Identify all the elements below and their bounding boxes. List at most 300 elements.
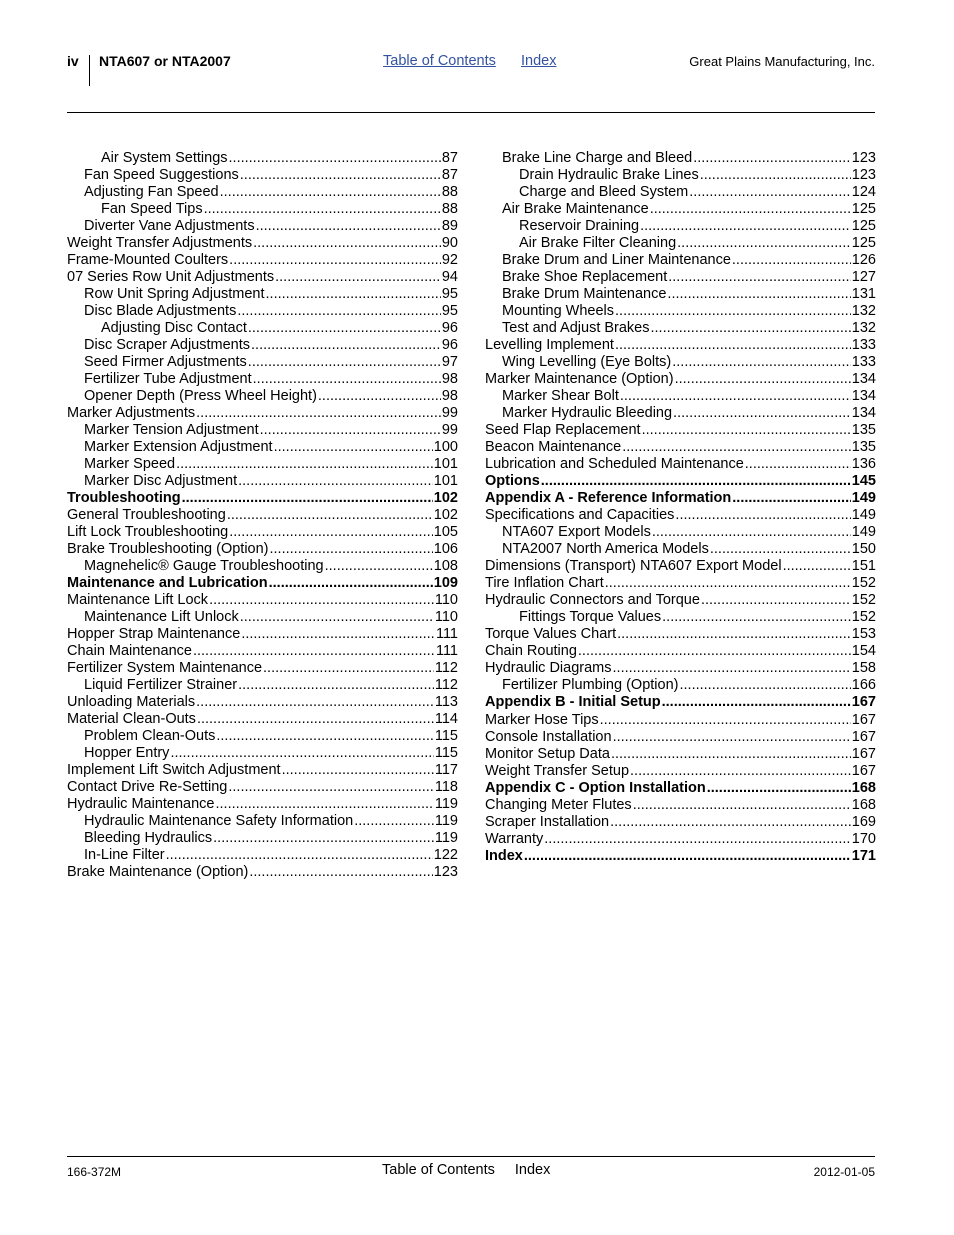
toc-entry[interactable]: [485, 235, 876, 252]
toc-dot-leader: [617, 626, 851, 643]
toc-dot-leader: [613, 729, 851, 746]
toc-dot-leader: [216, 728, 434, 745]
toc-dot-leader: [689, 184, 851, 201]
toc-entry-title: Marker Maintenance (Option): [485, 371, 674, 387]
toc-dot-leader: [650, 201, 851, 218]
toc-dot-leader: [710, 541, 851, 558]
toc-entry[interactable]: [67, 592, 458, 609]
toc-entry-title: Appendix C - Option Installation: [485, 779, 706, 796]
toc-entry[interactable]: [485, 184, 876, 201]
toc-entry[interactable]: [67, 745, 458, 762]
toc-entry-title: Chain Maintenance: [67, 643, 192, 660]
toc-entry[interactable]: [67, 235, 458, 252]
toc-entry-page: 149: [851, 524, 876, 541]
document-number: 166-372M: [67, 1165, 122, 1179]
toc-entry-title: Wing Levelling (Eye Bolts): [502, 354, 672, 370]
toc-entry[interactable]: [67, 507, 458, 524]
toc-entry-page: 101: [433, 456, 458, 472]
toc-entry[interactable]: [67, 252, 458, 269]
toc-dot-leader: [193, 643, 435, 660]
toc-entry-page: 167: [851, 694, 876, 711]
toc-entry-title: Marker Tension Adjustment: [84, 422, 259, 438]
toc-entry-page: 100: [433, 439, 458, 455]
toc-entry-page: 167: [851, 745, 876, 762]
toc-entry-page: 126: [851, 252, 876, 268]
toc-entry[interactable]: [67, 643, 458, 660]
toc-dot-leader: [216, 796, 434, 813]
toc-entry-title: Charge and Bleed System: [519, 184, 689, 200]
toc-entry[interactable]: [67, 728, 458, 745]
toc-entry-title: Material Clean-Outs: [67, 711, 196, 728]
toc-entry-page: 109: [433, 575, 458, 592]
toc-entry-title: Dimensions (Transport) NTA607 Export Model: [485, 558, 782, 575]
toc-entry[interactable]: [485, 201, 876, 218]
toc-entry-title: 07 Series Row Unit Adjustments: [67, 269, 275, 285]
toc-entry-title: Seed Firmer Adjustments: [84, 354, 247, 370]
toc-entry-page: 94: [441, 269, 458, 285]
toc-entry-title: Disc Scraper Adjustments: [84, 337, 251, 353]
toc-dot-leader: [275, 269, 441, 286]
toc-entry-title: Disc Blade Adjustments: [84, 303, 237, 319]
toc-entry-page: 106: [433, 541, 458, 558]
toc-dot-leader: [613, 660, 851, 677]
toc-dot-leader: [633, 797, 851, 814]
toc-entry-page: 123: [851, 150, 876, 166]
toc-dot-leader: [229, 150, 441, 167]
toc-dot-leader: [524, 848, 851, 865]
toc-entry-page: 134: [851, 405, 876, 421]
toc-entry[interactable]: [485, 269, 876, 286]
toc-entry-page: 88: [441, 201, 458, 217]
toc-entry-page: 152: [851, 609, 876, 626]
toc-dot-leader: [166, 847, 433, 864]
toc-entry-title: Unloading Materials: [67, 694, 196, 711]
toc-entry[interactable]: [67, 711, 458, 728]
toc-dot-leader: [204, 201, 441, 218]
toc-entry-page: 153: [851, 626, 876, 643]
toc-entry[interactable]: [485, 167, 876, 184]
toc-dot-leader: [354, 813, 434, 830]
toc-entry[interactable]: [485, 541, 876, 558]
toc-dot-leader: [270, 541, 433, 558]
toc-entry[interactable]: [67, 286, 458, 303]
toc-entry[interactable]: [485, 439, 876, 456]
toc-dot-leader: [196, 694, 434, 711]
toc-entry[interactable]: [485, 848, 876, 865]
toc-entry-page: 88: [441, 184, 458, 200]
toc-dot-leader: [707, 780, 851, 797]
toc-entry-page: 145: [851, 473, 876, 489]
toc-entry-title: Implement Lift Switch Adjustment: [67, 762, 281, 779]
toc-entry-title: Hydraulic Connectors and Torque: [485, 592, 700, 609]
toc-entry[interactable]: [67, 269, 458, 286]
toc-entry-page: 110: [434, 592, 458, 609]
toc-entry-page: 168: [851, 779, 876, 796]
toc-entry-title: Problem Clean-Outs: [84, 728, 216, 745]
toc-dot-leader: [249, 864, 432, 881]
toc-entry-page: 152: [851, 575, 876, 592]
toc-entry[interactable]: [485, 660, 876, 677]
toc-entry-page: 136: [851, 456, 876, 472]
toc-entry-title: In-Line Filter: [84, 847, 165, 864]
toc-entry-title: Fan Speed Tips: [101, 201, 203, 217]
toc-entry-title: Fertilizer Tube Adjustment: [84, 371, 252, 387]
toc-column-right: [485, 150, 876, 865]
toc-dot-leader: [615, 303, 851, 320]
toc-entry[interactable]: [485, 746, 876, 763]
toc-entry-page: 154: [851, 643, 876, 660]
toc-dot-leader: [274, 439, 433, 456]
toc-dot-leader: [544, 831, 851, 848]
toc-entry-title: Brake Troubleshooting (Option): [67, 541, 269, 558]
toc-entry-title: Seed Flap Replacement: [485, 422, 641, 438]
toc-entry-page: 171: [851, 847, 876, 864]
toc-dot-leader: [263, 660, 434, 677]
toc-entry[interactable]: [67, 660, 458, 677]
toc-entry-title: Frame-Mounted Coulters: [67, 252, 229, 268]
toc-entry[interactable]: [67, 626, 458, 643]
toc-dot-leader: [248, 320, 441, 337]
toc-entry-page: 167: [851, 728, 876, 745]
toc-entry[interactable]: [67, 422, 458, 439]
toc-entry[interactable]: [485, 592, 876, 609]
toc-entry-page: 99: [441, 422, 458, 438]
toc-dot-leader: [693, 150, 851, 167]
toc-entry-page: 125: [851, 218, 876, 234]
toc-entry-title: Adjusting Fan Speed: [84, 184, 219, 200]
toc-dot-leader: [662, 609, 851, 626]
toc-entry-title: Hydraulic Maintenance Safety Information: [84, 813, 354, 830]
toc-entry-page: 123: [851, 167, 876, 183]
toc-entry[interactable]: [485, 763, 876, 780]
header-index-link[interactable]: Index: [521, 53, 557, 69]
toc-entry-page: 110: [434, 609, 458, 626]
toc-entry[interactable]: [485, 422, 876, 439]
toc-entry[interactable]: [67, 167, 458, 184]
toc-entry-page: 127: [851, 269, 876, 285]
toc-entry-title: Brake Drum and Liner Maintenance: [502, 252, 731, 268]
toc-entry[interactable]: [67, 201, 458, 218]
toc-entry-title: Console Installation: [485, 728, 612, 745]
toc-entry-page: 170: [851, 830, 876, 847]
toc-entry[interactable]: [67, 796, 458, 813]
toc-entry-title: Brake Drum Maintenance: [502, 286, 667, 302]
toc-dot-leader: [541, 473, 851, 490]
toc-dot-leader: [176, 456, 433, 473]
toc-entry[interactable]: [485, 677, 876, 694]
toc-entry[interactable]: [67, 779, 458, 796]
toc-dot-leader: [700, 167, 851, 184]
toc-entry-title: Contact Drive Re-Setting: [67, 779, 228, 796]
toc-entry[interactable]: [485, 150, 876, 167]
toc-dot-leader: [241, 626, 435, 643]
toc-dot-leader: [732, 490, 851, 507]
toc-entry[interactable]: [485, 371, 876, 388]
toc-entry-page: 133: [851, 337, 876, 353]
toc-entry[interactable]: [485, 694, 876, 711]
toc-entry-title: Air Brake Filter Cleaning: [519, 235, 677, 251]
toc-entry[interactable]: [67, 864, 458, 881]
toc-entry-title: Diverter Vane Adjustments: [84, 218, 255, 234]
toc-entry-page: 131: [851, 286, 876, 302]
toc-entry-title: Fertilizer Plumbing (Option): [502, 677, 679, 694]
toc-entry[interactable]: [67, 677, 458, 694]
toc-entry[interactable]: [485, 473, 876, 490]
toc-entry-page: 102: [433, 507, 458, 524]
header-rule: [67, 112, 875, 113]
toc-dot-leader: [209, 592, 434, 609]
toc-entry-page: 133: [851, 354, 876, 370]
toc-entry-title: Marker Speed: [84, 456, 176, 472]
toc-entry[interactable]: [485, 320, 876, 337]
toc-entry-page: 124: [851, 184, 876, 200]
toc-entry-page: 123: [433, 864, 458, 881]
toc-dot-leader: [578, 643, 851, 660]
toc-entry-page: 134: [851, 388, 876, 404]
toc-dot-leader: [651, 320, 851, 337]
toc-entry-page: 111: [435, 626, 458, 643]
toc-entry[interactable]: [67, 762, 458, 779]
toc-entry[interactable]: [67, 847, 458, 864]
toc-entry[interactable]: [485, 405, 876, 422]
toc-entry-page: 96: [441, 320, 458, 336]
toc-entry-title: Liquid Fertilizer Strainer: [84, 677, 238, 694]
toc-entry-page: 119: [434, 813, 458, 830]
toc-entry[interactable]: [485, 831, 876, 848]
toc-entry[interactable]: [67, 490, 458, 507]
toc-entry[interactable]: [485, 729, 876, 746]
toc-entry[interactable]: [485, 456, 876, 473]
toc-entry-page: 132: [851, 320, 876, 336]
toc-entry-page: 152: [851, 592, 876, 609]
toc-entry-page: 98: [441, 371, 458, 387]
toc-entry-title: Tire Inflation Chart: [485, 575, 604, 592]
toc-dot-leader: [675, 507, 850, 524]
toc-entry-page: 151: [851, 558, 876, 575]
toc-entry-page: 117: [434, 762, 458, 779]
toc-entry-page: 87: [441, 167, 458, 183]
toc-entry-title: Appendix B - Initial Setup: [485, 694, 661, 711]
toc-dot-leader: [240, 609, 434, 626]
toc-entry[interactable]: [485, 609, 876, 626]
toc-dot-leader: [238, 677, 434, 694]
toc-dot-leader: [672, 354, 851, 371]
toc-entry[interactable]: [67, 575, 458, 592]
toc-entry-title: Levelling Implement: [485, 337, 614, 353]
page-header: [0, 0, 954, 114]
toc-dot-leader: [260, 422, 441, 439]
toc-entry-page: 132: [851, 303, 876, 319]
toc-entry[interactable]: [67, 371, 458, 388]
toc-entry[interactable]: [67, 473, 458, 490]
document-title: NTA607 or NTA2007: [99, 53, 231, 69]
toc-entry-page: 158: [851, 660, 876, 677]
footer-index-link[interactable]: Index: [514, 1162, 551, 1178]
toc-dot-leader: [615, 337, 851, 354]
toc-entry-title: Adjusting Disc Contact: [101, 320, 247, 336]
toc-entry[interactable]: [67, 150, 458, 167]
toc-entry-page: 115: [434, 745, 458, 762]
toc-dot-leader: [701, 592, 851, 609]
toc-entry[interactable]: [67, 184, 458, 201]
toc-entry-title: Opener Depth (Press Wheel Height): [84, 388, 317, 404]
toc-entry-page: 114: [434, 711, 458, 728]
toc-entry-title: Reservoir Draining: [519, 218, 640, 234]
toc-dot-leader: [325, 558, 433, 575]
toc-dot-leader: [679, 677, 850, 694]
toc-entry-page: 150: [851, 541, 876, 558]
toc-entry-title: Marker Disc Adjustment: [84, 473, 238, 489]
toc-entry[interactable]: [67, 558, 458, 575]
toc-entry-title: Options: [485, 473, 540, 489]
toc-entry-page: 95: [441, 303, 458, 319]
toc-entry-page: 119: [434, 830, 458, 847]
toc-entry[interactable]: [485, 626, 876, 643]
toc-dot-leader: [622, 439, 851, 456]
toc-entry[interactable]: [67, 354, 458, 371]
toc-dot-leader: [228, 779, 434, 796]
toc-entry[interactable]: [67, 813, 458, 830]
toc-dot-leader: [675, 371, 851, 388]
toc-entry-title: Monitor Setup Data: [485, 745, 610, 762]
toc-entry-title: Air System Settings: [101, 150, 228, 166]
toc-dot-leader: [256, 218, 441, 235]
toc-entry[interactable]: [485, 712, 876, 729]
toc-entry-page: 168: [851, 796, 876, 813]
toc-entry[interactable]: [485, 558, 876, 575]
toc-entry[interactable]: [67, 541, 458, 558]
toc-dot-leader: [229, 524, 433, 541]
toc-entry-title: Brake Maintenance (Option): [67, 864, 249, 881]
toc-entry-title: NTA607 Export Models: [502, 524, 651, 541]
toc-dot-leader: [605, 575, 851, 592]
toc-entry[interactable]: [485, 354, 876, 371]
toc-entry-page: 95: [441, 286, 458, 302]
toc-entry[interactable]: [67, 405, 458, 422]
toc-entry-title: Changing Meter Flutes: [485, 796, 632, 813]
toc-entry[interactable]: [485, 218, 876, 235]
toc-entry[interactable]: [67, 320, 458, 337]
toc-entry[interactable]: [485, 490, 876, 507]
toc-dot-leader: [667, 286, 850, 303]
toc-entry-title: Maintenance Lift Lock: [67, 592, 209, 609]
toc-entry-title: Lift Lock Troubleshooting: [67, 524, 229, 541]
toc-entry[interactable]: [485, 286, 876, 303]
toc-entry-title: Marker Adjustments: [67, 405, 196, 421]
toc-entry-page: 169: [851, 813, 876, 830]
toc-dot-leader: [677, 235, 851, 252]
toc-dot-leader: [673, 405, 851, 422]
toc-entry[interactable]: [485, 575, 876, 592]
toc-entry[interactable]: [67, 830, 458, 847]
toc-entry-title: Chain Routing: [485, 643, 577, 660]
toc-entry[interactable]: [485, 780, 876, 797]
toc-entry-page: 125: [851, 235, 876, 251]
toc-entry[interactable]: [67, 524, 458, 541]
toc-dot-leader: [182, 490, 433, 507]
toc-entry[interactable]: [485, 388, 876, 405]
toc-dot-leader: [238, 473, 433, 490]
footer-toc-link[interactable]: Table of Contents: [382, 1162, 495, 1178]
toc-dot-leader: [745, 456, 851, 473]
toc-entry-page: 149: [851, 507, 876, 524]
toc-entry[interactable]: [67, 218, 458, 235]
toc-dot-leader: [213, 830, 434, 847]
toc-entry-title: Appendix A - Reference Information: [485, 490, 732, 507]
toc-entry-title: Fertilizer System Maintenance: [67, 660, 263, 677]
toc-entry-title: Troubleshooting: [67, 490, 181, 506]
toc-dot-leader: [229, 252, 441, 269]
toc-entry-title: Maintenance and Lubrication: [67, 575, 268, 592]
toc-entry-title: Maintenance Lift Unlock: [84, 609, 239, 626]
toc-entry[interactable]: [485, 252, 876, 269]
toc-entry-page: 97: [441, 354, 458, 370]
toc-entry-title: Magnehelic® Gauge Troubleshooting: [84, 558, 324, 575]
toc-entry[interactable]: [67, 609, 458, 626]
toc-entry-title: Weight Transfer Adjustments: [67, 235, 253, 251]
toc-entry[interactable]: [67, 694, 458, 711]
toc-dot-leader: [253, 235, 441, 252]
toc-entry-page: 90: [441, 235, 458, 251]
toc-dot-leader: [240, 167, 441, 184]
toc-entry-title: Brake Line Charge and Bleed: [502, 150, 693, 166]
toc-entry-title: Marker Shear Bolt: [502, 388, 619, 404]
toc-dot-leader: [248, 354, 441, 371]
toc-entry-page: 89: [441, 218, 458, 234]
toc-entry[interactable]: [485, 797, 876, 814]
toc-entry[interactable]: [485, 507, 876, 524]
toc-entry-title: Marker Extension Adjustment: [84, 439, 273, 455]
toc-entry-title: Hopper Strap Maintenance: [67, 626, 241, 643]
header-divider: [89, 55, 90, 86]
toc-entry-page: 105: [433, 524, 458, 541]
toc-entry-page: 113: [434, 694, 458, 711]
toc-entry-title: Hydraulic Diagrams: [485, 660, 612, 677]
toc-entry[interactable]: [67, 456, 458, 473]
toc-entry[interactable]: [485, 337, 876, 354]
toc-dot-leader: [620, 388, 851, 405]
toc-entry-page: 122: [433, 847, 458, 864]
toc-entry[interactable]: [485, 643, 876, 660]
toc-entry-title: Beacon Maintenance: [485, 439, 622, 455]
toc-dot-leader: [227, 507, 433, 524]
toc-entry[interactable]: [67, 303, 458, 320]
toc-dot-leader: [282, 762, 434, 779]
toc-dot-leader: [640, 218, 851, 235]
toc-entry-title: Drain Hydraulic Brake Lines: [519, 167, 699, 183]
toc-entry-title: Scraper Installation: [485, 813, 610, 830]
toc-entry-page: 101: [433, 473, 458, 489]
toc-dot-leader: [251, 337, 441, 354]
toc-entry-title: Mounting Wheels: [502, 303, 615, 319]
toc-dot-leader: [197, 711, 434, 728]
toc-entry[interactable]: [67, 337, 458, 354]
toc-dot-leader: [642, 422, 851, 439]
toc-entry[interactable]: [485, 814, 876, 831]
toc-entry-page: 98: [441, 388, 458, 404]
toc-entry-page: 115: [434, 728, 458, 745]
toc-entry[interactable]: [67, 388, 458, 405]
toc-entry-title: Index: [485, 847, 523, 864]
header-toc-link[interactable]: Table of Contents: [383, 53, 496, 69]
toc-entry[interactable]: [67, 439, 458, 456]
toc-entry-title: Warranty: [485, 830, 544, 847]
toc-entry-page: 99: [441, 405, 458, 421]
toc-entry[interactable]: [485, 524, 876, 541]
toc-entry[interactable]: [485, 303, 876, 320]
toc-dot-leader: [732, 252, 851, 269]
toc-entry-page: 102: [433, 490, 458, 506]
